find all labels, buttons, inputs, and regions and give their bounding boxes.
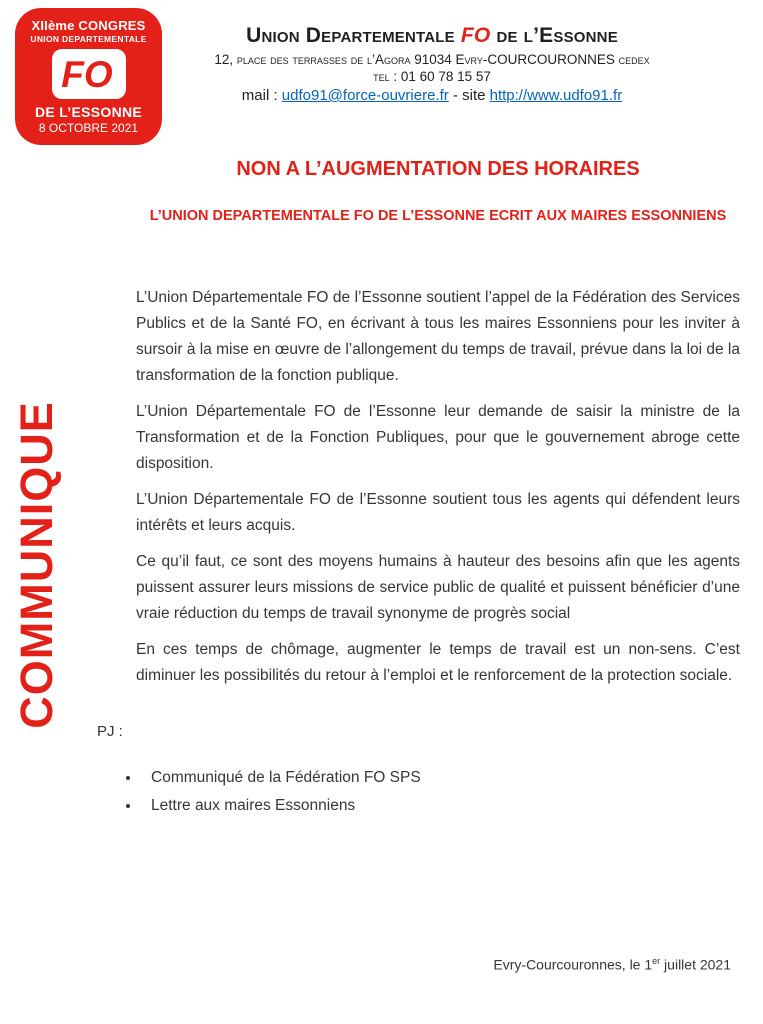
fo-logo: [15, 8, 162, 145]
paragraph-1: L’Union Départementale FO de l’Essonne soutient l’appel de la Fédération des Services Publics et de la Santé FO, en écrivant à tous les maires Essonniens pour les inviter à sursoir à la mise en œuvre de l’allongement du temps de travail, prévue dans la loi de la transformation de la fonction publique.: [136, 289, 740, 384]
fo-logo-badge: [52, 49, 126, 99]
mail-label: mail :: [241, 87, 282, 104]
letterhead-contact-line: [168, 87, 696, 104]
org-name-suffix: de l’Essonne: [490, 24, 618, 47]
email-link[interactable]: udfo91@force-ouvriere.fr: [281, 87, 449, 104]
dateline-prefix: Evry-Courcouronnes, le 1: [493, 956, 653, 973]
letterhead-address: 12, place des terrasses de l’Agora 91034 Evry-COURCOURONNES cedex: [214, 52, 650, 67]
dateline-suffix: juillet 2021: [660, 956, 731, 973]
attachments-label: PJ :: [97, 723, 123, 740]
logo-org-line: UNION DEPARTEMENTALE: [30, 34, 147, 44]
body-text: [136, 285, 740, 689]
paragraph-3: L’Union Départementale FO de l’Essonne soutient tous les agents qui défendent leurs intérêts et leurs acquis.: [136, 491, 740, 534]
dateline: [493, 956, 731, 973]
attachment-item: • Lettre aux maires Essonniens: [141, 792, 740, 820]
site-separator: - site: [448, 87, 490, 104]
fo-logo-text: FO: [61, 53, 113, 95]
letterhead-phone: tel : 01 60 78 15 57: [373, 69, 491, 84]
paragraph-4: Ce qu’il faut, ce sont des moyens humains à hauteur des besoins afin que les agents puissent assurer leurs missions de service public de qualité et puissent bénéficier d’une vraie réduction du temps de travail synonyme de progrès social: [136, 553, 740, 622]
org-name-prefix: Union Departementale: [246, 24, 461, 47]
main-content: [97, 158, 740, 820]
dateline-ordinal: er: [652, 956, 661, 966]
logo-date-line: 8 OCTOBRE 2021: [38, 121, 139, 135]
attachments-section: [97, 723, 740, 820]
logo-region-line: DE L’ESSONNE: [34, 104, 143, 120]
logo-congress-line: XIIème CONGRES: [31, 18, 146, 33]
subtitle: L’UNION DEPARTEMENTALE FO DE L’ESSONNE ECRIT AUX MAIRES ESSONNIENS: [149, 208, 727, 224]
attachments-list: [97, 764, 740, 820]
org-name-fo: FO: [460, 24, 491, 47]
paragraph-5: En ces temps de chômage, augmenter le temps de travail est un non-sens. C’est diminuer les possibilités du retour à l’emploi et le renforcement de la protection sociale.: [136, 641, 740, 684]
communique-vertical-banner: COMMUNIQUE: [11, 401, 62, 729]
letterhead: [168, 24, 696, 104]
main-title: NON A L’AUGMENTATION DES HORAIRES: [236, 158, 640, 180]
letterhead-org-name: [168, 24, 696, 48]
attachment-item: • Communiqué de la Fédération FO SPS: [141, 764, 740, 792]
paragraph-2: L’Union Départementale FO de l’Essonne leur demande de saisir la ministre de la Transformation et de la Fonction Publiques, pour que le gouvernement abroge cette disposition.: [136, 403, 740, 472]
website-link[interactable]: http://www.udfo91.fr: [489, 87, 623, 104]
